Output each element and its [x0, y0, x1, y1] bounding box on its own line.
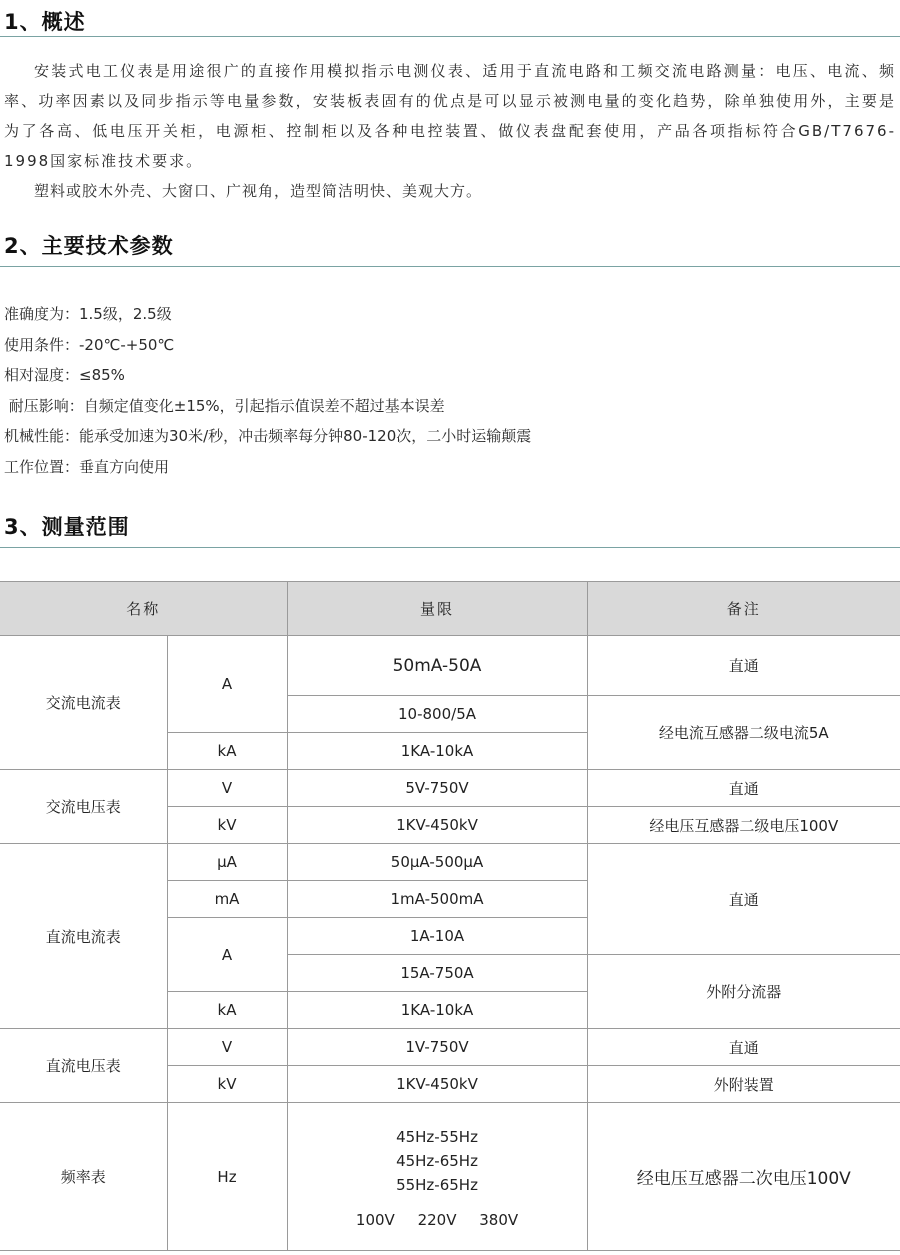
ac-current-unit-ka: kA	[167, 733, 287, 770]
frequency-unit: Hz	[167, 1103, 287, 1251]
dc-current-name: 直流电流表	[0, 844, 167, 1029]
frequency-voltages: 100V 220V 380V	[355, 1210, 519, 1229]
table-header-row	[0, 582, 900, 636]
ac-current-name: 交流电流表	[0, 636, 167, 770]
dc-current-unit-ua: μA	[167, 844, 287, 881]
spec-item-accuracy: 准确度为：1.5级，2.5级	[4, 305, 172, 323]
header-name: 名称	[0, 582, 287, 636]
overview-paragraph-2: 塑料或胶木外壳、大窗口、广视角，造型简洁明快、美观大方。	[34, 182, 483, 200]
ac-current-note-1: 直通	[587, 636, 900, 696]
frequency-range-3: 55Hz-65Hz	[396, 1175, 478, 1194]
section-1-divider	[0, 36, 900, 37]
header-note: 备注	[587, 582, 900, 636]
ac-current-unit-a: A	[167, 636, 287, 733]
frequency-range-1: 45Hz-55Hz	[396, 1127, 478, 1146]
ac-voltage-unit-v: V	[167, 770, 287, 807]
dc-current-note-2: 外附分流器	[587, 955, 900, 1029]
dc-current-unit-ma: mA	[167, 881, 287, 918]
section-2-title: 2、主要技术参数	[4, 234, 174, 258]
ac-current-range-1: 50mA-50A	[287, 636, 587, 696]
dc-current-range-1: 50μA-500μA	[287, 844, 587, 881]
ac-current-note-2: 经电流互感器二级电流5A	[587, 696, 900, 770]
frequency-ranges	[287, 1103, 587, 1251]
ac-voltage-range-2: 1KV-450kV	[287, 807, 587, 844]
dc-voltage-unit-kv: kV	[167, 1066, 287, 1103]
frequency-note: 经电压互感器二次电压100V	[587, 1103, 900, 1251]
spec-item-humidity: 相对湿度：≤85%	[4, 366, 125, 384]
dc-voltage-range-2: 1KV-450kV	[287, 1066, 587, 1103]
spec-item-conditions: 使用条件：-20℃-+50℃	[4, 335, 175, 354]
dc-voltage-name: 直流电压表	[0, 1029, 167, 1103]
header-range: 量限	[287, 582, 587, 636]
ac-voltage-range-1: 5V-750V	[287, 770, 587, 807]
table-row	[0, 844, 900, 881]
dc-voltage-unit-v: V	[167, 1029, 287, 1066]
dc-current-range-2: 1mA-500mA	[287, 881, 587, 918]
frequency-range-2: 45Hz-65Hz	[396, 1151, 478, 1170]
spec-item-position: 工作位置：垂直方向使用	[4, 457, 170, 476]
section-2-divider	[0, 266, 900, 267]
dc-voltage-range-1: 1V-750V	[287, 1029, 587, 1066]
ac-current-range-2: 10-800/5A	[287, 696, 587, 733]
dc-current-unit-ka: kA	[167, 992, 287, 1029]
dc-current-range-3: 1A-10A	[287, 918, 587, 955]
dc-current-range-5: 1KA-10kA	[287, 992, 587, 1029]
ac-voltage-note-1: 直通	[587, 770, 900, 807]
table-row	[0, 1103, 900, 1251]
overview-text	[4, 56, 896, 206]
measurement-range-table	[0, 581, 900, 1251]
dc-voltage-note-1: 直通	[587, 1029, 900, 1066]
ac-voltage-name: 交流电压表	[0, 770, 167, 844]
dc-voltage-note-2: 外附装置	[587, 1066, 900, 1103]
ac-voltage-unit-kv: kV	[167, 807, 287, 844]
dc-current-unit-a: A	[167, 918, 287, 992]
dc-current-range-4: 15A-750A	[287, 955, 587, 992]
overview-paragraph-1: 安装式电工仪表是用途很广的直接作用模拟指示电测仪表、适用于直流电路和工频交流电路测量：电压、电流、频率、功率因素以及同步指示等电量参数，安装板表固有的优点是可以显示被测电量的变化趋势，除单独使用外，主要是为了各高、低电压开关柜，电源柜、控制柜以及各种电控装置、做仪表盘配套使用，产品各项指标符合GB/T7676-1998国家标准技术要求。	[4, 62, 896, 170]
spec-item-voltage-effect: 耐压影响：自频定值变化±15%，引起指示值误差不超过基本误差	[4, 396, 445, 415]
section-1-title: 1、概述	[4, 10, 86, 34]
table-row	[0, 636, 900, 696]
spec-item-mechanical: 机械性能：能承受加速为30米/秒，冲击频率每分钟80-120次，二小时运输颠震	[4, 427, 532, 445]
section-3-divider	[0, 547, 900, 548]
table-row	[0, 1029, 900, 1066]
spec-list	[4, 299, 531, 482]
section-3-title: 3、测量范围	[4, 515, 130, 539]
ac-voltage-note-2: 经电压互感器二级电压100V	[587, 807, 900, 844]
dc-current-note-1: 直通	[587, 844, 900, 955]
frequency-name: 频率表	[0, 1103, 167, 1251]
table-row	[0, 770, 900, 807]
ac-current-range-3: 1KA-10kA	[287, 733, 587, 770]
